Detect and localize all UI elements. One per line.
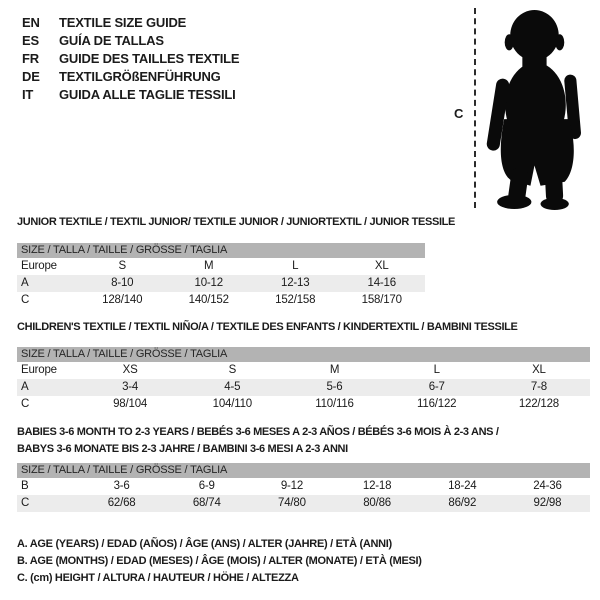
height-measure-figure [448,8,596,212]
age-cell: 7-8 [530,381,547,393]
babies-title-line-2: BABYS 3-6 MONATE BIS 2-3 JAHRE / BAMBINI 3-6 MESI A 2-3 ANNI [17,442,348,455]
height-cell: 74/80 [278,497,306,509]
height-measure-label: C [454,106,464,121]
height-cell: 116/122 [417,398,457,410]
babies-size-table [17,463,590,512]
lang-title: TEXTILE SIZE GUIDE [59,15,187,30]
height-cell: 86/92 [448,497,477,509]
age-cell: 8-10 [111,277,134,289]
children-table-title: CHILDREN'S TEXTILE / TEXTIL NIÑO/A / TEXTILE DES ENFANTS / KINDERTEXTIL / BAMBINI TESSILE [17,321,518,333]
row-label: B [21,480,29,492]
babies-table-title [17,424,499,457]
table-row [17,396,590,413]
row-label: C [21,294,30,306]
row-label: A [21,381,29,393]
height-cell: 62/68 [107,497,136,509]
junior-size-table [17,243,425,309]
size-cell: XL [374,260,389,272]
lang-line-fr [22,50,239,68]
table-row [17,292,425,309]
lang-title: GUÍA DE TALLAS [59,33,164,48]
height-cell: 128/140 [102,294,143,306]
size-cell: M [204,260,214,272]
lang-title: GUIDE DES TAILLES TEXTILE [59,51,240,66]
babies-title-line-1: BABIES 3-6 MONTH TO 2-3 YEARS / BEBÉS 3-6 MESES A 2-3 AÑOS / BÉBÉS 3-6 MOIS À 2-3 ANS / [17,426,499,438]
row-label: C [21,497,30,509]
table-row [17,478,590,495]
height-cell: 92/98 [533,497,562,509]
lang-code: ES [22,33,39,48]
legend [17,536,422,587]
height-cell: 158/170 [361,294,402,306]
height-cell: 152/158 [275,294,316,306]
lang-line-en [22,14,239,32]
lang-line-it [22,86,239,104]
legend-age-months: B. AGE (MONTHS) / EDAD (MESES) / ÂGE (MOIS) / ALTER (MONATE) / ETÀ (MESI) [17,555,422,567]
size-cell: L [433,364,440,376]
age-cell: 24-36 [533,480,562,492]
height-cell: 122/128 [518,398,559,410]
age-cell: 3-4 [122,381,139,393]
height-cell: 98/104 [113,398,148,410]
lang-title: GUIDA ALLE TAGLIE TESSILI [59,87,236,102]
size-cell: S [228,364,237,376]
height-cell: 110/116 [315,398,354,410]
age-cell: 3-6 [113,480,130,492]
toddler-silhouette-icon [482,8,592,210]
size-header-bar: SIZE / TALLA / TAILLE / GRÖSSE / TAGLIA [17,463,590,478]
age-cell: 18-24 [448,480,477,492]
age-cell: 6-9 [198,480,215,492]
row-label: Europe [21,260,57,272]
row-label: Europe [21,364,57,376]
age-cell: 12-13 [281,277,310,289]
junior-table-title: JUNIOR TEXTILE / TEXTIL JUNIOR/ TEXTILE JUNIOR / JUNIORTEXTIL / JUNIOR TESSILE [17,216,456,228]
height-cell: 104/110 [212,398,252,410]
lang-code: FR [22,51,39,66]
language-title-list [22,14,239,104]
size-header-bar: SIZE / TALLA / TAILLE / GRÖSSE / TAGLIA [17,243,425,258]
table-row [17,362,590,379]
size-header-bar: SIZE / TALLA / TAILLE / GRÖSSE / TAGLIA [17,347,590,362]
size-cell: L [292,260,299,272]
lang-title: TEXTILGRÖßENFÜHRUNG [59,69,221,84]
size-cell: M [329,364,340,376]
age-cell: 14-16 [367,277,396,289]
size-cell: XS [122,364,138,376]
lang-line-de [22,68,239,86]
table-row [17,379,590,396]
age-cell: 4-5 [224,381,241,393]
lang-line-es [22,32,239,50]
lang-code: DE [22,69,40,84]
children-size-table [17,347,590,413]
height-cell: 140/152 [188,294,229,306]
height-dashed-line [474,8,476,208]
age-cell: 12-18 [362,480,392,492]
table-row [17,258,425,275]
age-cell: 5-6 [326,381,343,393]
row-label: C [21,398,30,410]
size-cell: XL [532,364,546,376]
legend-height-cm: C. (cm) HEIGHT / ALTURA / HAUTEUR / HÖHE / ALTEZZA [17,572,299,584]
height-cell: 68/74 [192,497,221,509]
size-cell: S [118,260,126,272]
lang-code: IT [22,87,34,102]
age-cell: 10-12 [194,277,223,289]
legend-age-years: A. AGE (YEARS) / EDAD (AÑOS) / ÂGE (ANS) / ALTER (JAHRE) / ETÀ (ANNI) [17,538,392,550]
lang-code: EN [22,15,40,30]
row-label: A [21,277,29,289]
age-cell: 6-7 [428,381,445,393]
table-row [17,275,425,292]
age-cell: 9-12 [280,480,304,492]
height-cell: 80/86 [363,497,391,509]
table-row [17,495,590,512]
